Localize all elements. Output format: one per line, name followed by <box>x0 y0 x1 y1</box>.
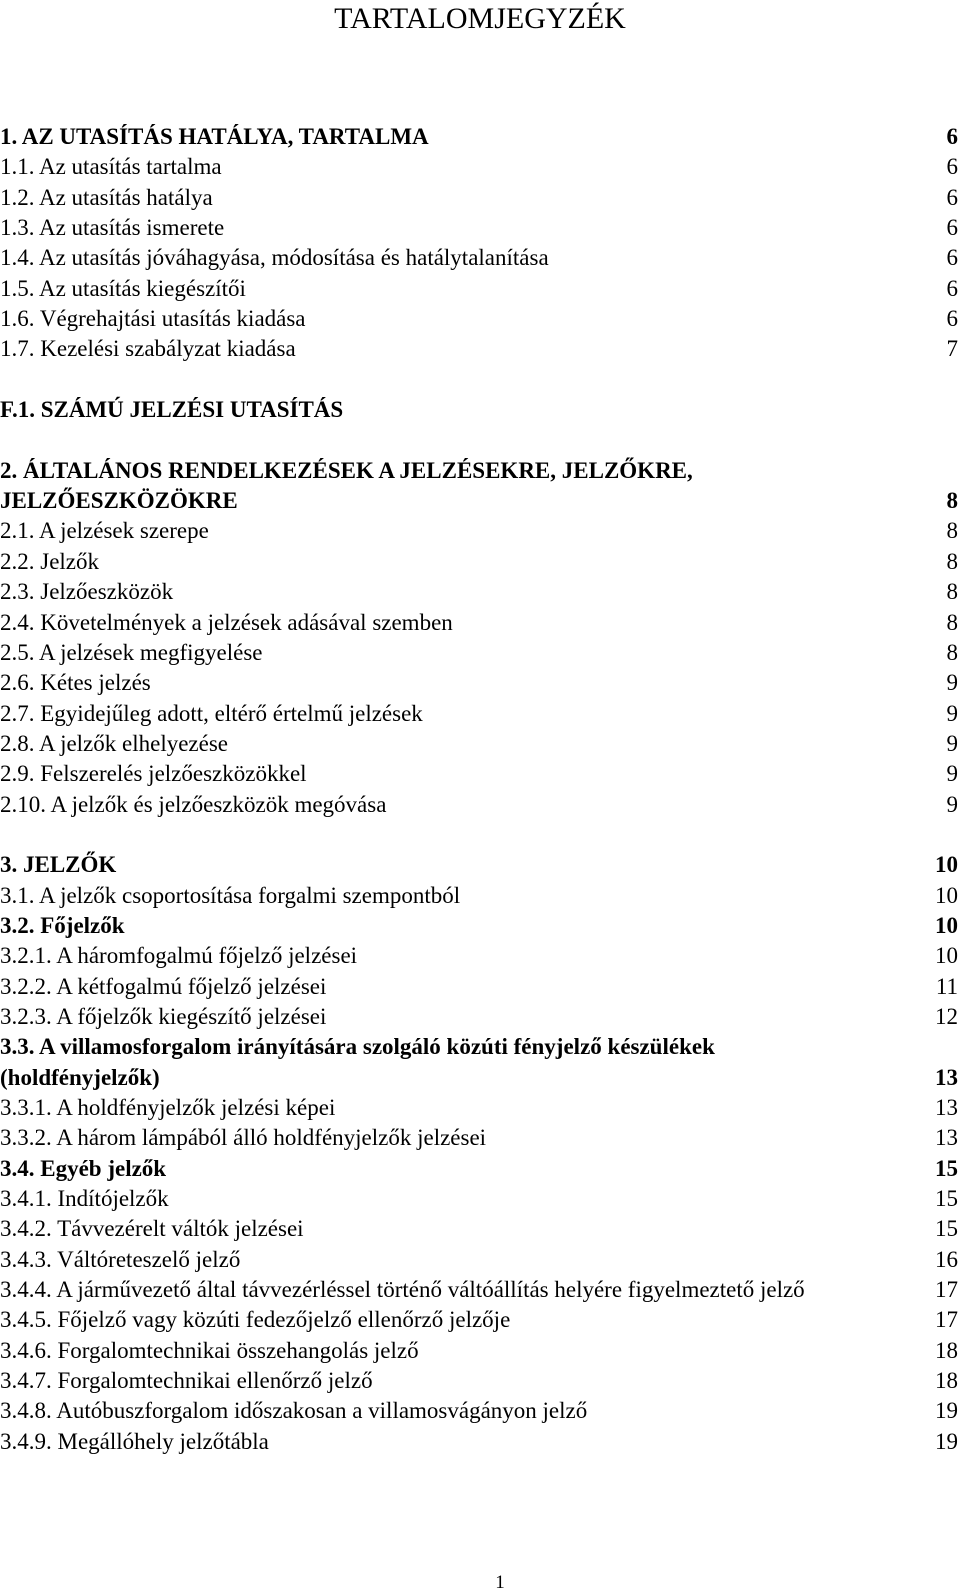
toc-entry <box>0 395 958 425</box>
toc-entry-page: 18 <box>935 1337 958 1363</box>
toc-entry-text: 3.4.1. Indítójelzők <box>0 1186 169 1212</box>
toc-entry-page: 10 <box>935 852 958 878</box>
toc-entry <box>0 183 958 213</box>
toc-entry <box>0 304 958 334</box>
toc-entry-page: 10 <box>935 912 958 938</box>
toc-entry-text: 3.2.1. A háromfogalmú főjelző jelzései <box>0 943 358 969</box>
toc-entry-text: JELZŐESZKÖZÖKRE <box>0 488 238 514</box>
toc-entry-page: 9 <box>946 700 958 726</box>
toc-entry <box>0 152 958 182</box>
toc-entry-page: 7 <box>946 336 958 362</box>
toc-entry-page: 6 <box>946 215 958 241</box>
toc-entry <box>0 1123 958 1153</box>
toc-entry-text: 2.10. A jelzők és jelzőeszközök megóvása <box>0 791 387 817</box>
toc-entry <box>0 608 958 638</box>
toc-entry-page: 6 <box>946 184 958 210</box>
toc-entry-text: 1. AZ UTASÍTÁS HATÁLYA, TARTALMA <box>0 124 429 149</box>
toc-entry-text: 2.8. A jelzők elhelyezése <box>0 730 229 756</box>
toc-entry-page: 8 <box>946 579 958 605</box>
toc-entry <box>0 122 958 152</box>
toc-entry-text: 3.4.4. A járművezető által távvezérléssel történő váltóállítás helyére figyelmeztető jelző <box>0 1277 805 1303</box>
toc-entry-text: 2.6. Kétes jelzés <box>0 670 151 696</box>
toc-entry-page: 6 <box>946 306 958 332</box>
toc-entry-page: 19 <box>935 1398 958 1424</box>
toc-entry-text: 1.5. Az utasítás kiegészítői <box>0 275 246 301</box>
toc-entry-text: 2.9. Felszerelés jelzőeszközökkel <box>0 761 307 787</box>
toc-entry <box>0 790 958 820</box>
toc-entry-page: 9 <box>946 791 958 817</box>
toc-entry-text: 2.7. Egyidejűleg adott, eltérő értelmű jelzések <box>0 700 423 726</box>
toc-entry <box>0 1336 958 1366</box>
toc-entry <box>0 1245 958 1275</box>
toc-entry-text: 3.4.6. Forgalomtechnikai összehangolás jelző <box>0 1337 419 1363</box>
toc-entry-text: 3.3.2. A három lámpából álló holdfényjelzők jelzései <box>0 1125 487 1151</box>
toc-entry <box>0 1305 958 1335</box>
toc-entry <box>0 911 958 941</box>
toc-entry <box>0 1184 958 1214</box>
toc-entry-text: 3.4.8. Autóbuszforgalom időszakosan a villamosvágányon jelző <box>0 1398 588 1424</box>
toc-entry-text: 3. JELZŐK <box>0 852 117 878</box>
toc-entry <box>0 577 958 607</box>
toc-entry-text: 1.7. Kezelési szabályzat kiadása <box>0 336 296 362</box>
toc-entry-text: 1.4. Az utasítás jóváhagyása, módosítása és hatálytalanítása <box>0 245 549 271</box>
table-of-contents <box>0 122 958 1457</box>
toc-entry-page: 9 <box>946 761 958 787</box>
toc-entry-text: 2.1. A jelzések szerepe <box>0 518 209 544</box>
toc-entry-page: 6 <box>946 154 958 180</box>
toc-entry <box>0 729 958 759</box>
toc-entry-page: 8 <box>946 639 958 665</box>
toc-entry <box>0 334 958 364</box>
toc-entry-page: 15 <box>935 1186 958 1212</box>
toc-entry <box>0 1154 958 1184</box>
toc-entry-text: 2.3. Jelzőeszközök <box>0 579 174 605</box>
toc-entry-page: 13 <box>935 1125 958 1151</box>
toc-entry <box>0 213 958 243</box>
toc-entry <box>0 668 958 698</box>
toc-entry-page: 8 <box>946 518 958 544</box>
page-number: 1 <box>495 1572 505 1593</box>
toc-entry-text: 1.6. Végrehajtási utasítás kiadása <box>0 306 306 332</box>
toc-entry-text: 3.4. Egyéb jelzők <box>0 1155 167 1181</box>
toc-entry <box>0 1275 958 1305</box>
toc-entry-page: 9 <box>946 670 958 696</box>
toc-entry <box>0 274 958 304</box>
toc-entry-page: 11 <box>935 973 958 999</box>
toc-entry <box>0 1032 958 1062</box>
toc-entry-page: 17 <box>935 1277 958 1303</box>
toc-entry-page: 13 <box>935 1095 958 1120</box>
toc-entry-text: 1.1. Az utasítás tartalma <box>0 154 222 180</box>
toc-entry-text: 2.4. Követelmények a jelzések adásával szemben <box>0 609 453 635</box>
toc-entry-text: 1.2. Az utasítás hatálya <box>0 184 213 210</box>
toc-entry-page: 6 <box>946 124 958 149</box>
toc-entry <box>0 456 958 486</box>
toc-entry <box>0 850 958 880</box>
toc-entry-text: 1.3. Az utasítás ismerete <box>0 215 225 241</box>
toc-entry <box>0 243 958 273</box>
toc-entry <box>0 941 958 971</box>
toc-entry <box>0 1396 958 1426</box>
toc-entry <box>0 699 958 729</box>
toc-entry <box>0 516 958 546</box>
toc-entry-page: 6 <box>946 245 958 271</box>
toc-entry <box>0 1366 958 1396</box>
toc-entry-page: 18 <box>935 1368 958 1394</box>
toc-entry-text: 3.4.2. Távvezérelt váltók jelzései <box>0 1216 304 1242</box>
toc-entry <box>0 1063 958 1093</box>
toc-entry <box>0 1427 958 1457</box>
toc-entry-page: 8 <box>946 488 958 514</box>
toc-entry-page: 15 <box>935 1216 958 1242</box>
toc-entry-text: 2.5. A jelzések megfigyelése <box>0 639 263 665</box>
toc-entry-page: 10 <box>935 882 958 908</box>
toc-entry <box>0 881 958 911</box>
toc-entry-text: 2. ÁLTALÁNOS RENDELKEZÉSEK A JELZÉSEKRE, JELZŐKRE, <box>0 457 693 483</box>
toc-entry-text: 3.2.2. A kétfogalmú főjelző jelzései <box>0 973 327 999</box>
toc-entry-page: 8 <box>946 609 958 635</box>
toc-entry-page: 6 <box>946 275 958 301</box>
toc-entry <box>0 1214 958 1244</box>
toc-entry-page: 8 <box>946 548 958 574</box>
toc-entry-text: 3.1. A jelzők csoportosítása forgalmi szempontból <box>0 882 461 908</box>
toc-entry-text: 3.4.3. Váltóreteszelő jelző <box>0 1246 241 1272</box>
toc-entry <box>0 547 958 577</box>
toc-entry-page: 10 <box>935 943 958 969</box>
toc-entry-text: 3.4.5. Főjelző vagy közúti fedezőjelző ellenőrző jelzője <box>0 1307 511 1333</box>
toc-entry-page: 9 <box>946 730 958 756</box>
toc-entry-text: 3.3.1. A holdfényjelzők jelzési képei <box>0 1095 336 1120</box>
toc-entry-text: (holdfényjelzők) <box>0 1064 160 1090</box>
toc-entry <box>0 1093 958 1123</box>
toc-entry-text: 2.2. Jelzők <box>0 548 100 574</box>
toc-entry-text: F.1. SZÁMÚ JELZÉSI UTASÍTÁS <box>0 397 344 423</box>
toc-entry-page: 12 <box>935 1003 958 1029</box>
page-title: TARTALOMJEGYZÉK <box>334 2 626 35</box>
toc-entry-page: 17 <box>935 1307 958 1333</box>
toc-entry-page: 16 <box>935 1246 958 1272</box>
toc-entry <box>0 1002 958 1032</box>
toc-entry <box>0 638 958 668</box>
toc-entry-page: 13 <box>935 1064 958 1090</box>
toc-entry <box>0 972 958 1002</box>
toc-entry-text: 3.2.3. A főjelzők kiegészítő jelzései <box>0 1003 327 1029</box>
toc-entry-text: 3.2. Főjelzők <box>0 912 125 938</box>
toc-entry-text: 3.4.9. Megállóhely jelzőtábla <box>0 1428 269 1454</box>
toc-entry <box>0 486 958 516</box>
toc-entry-page: 15 <box>935 1155 958 1181</box>
toc-entry-text: 3.3. A villamosforgalom irányítására szolgáló közúti fényjelző készülékek <box>0 1034 715 1060</box>
toc-entry <box>0 759 958 789</box>
toc-entry-page: 19 <box>935 1428 958 1454</box>
toc-entry-text: 3.4.7. Forgalomtechnikai ellenőrző jelző <box>0 1368 373 1394</box>
